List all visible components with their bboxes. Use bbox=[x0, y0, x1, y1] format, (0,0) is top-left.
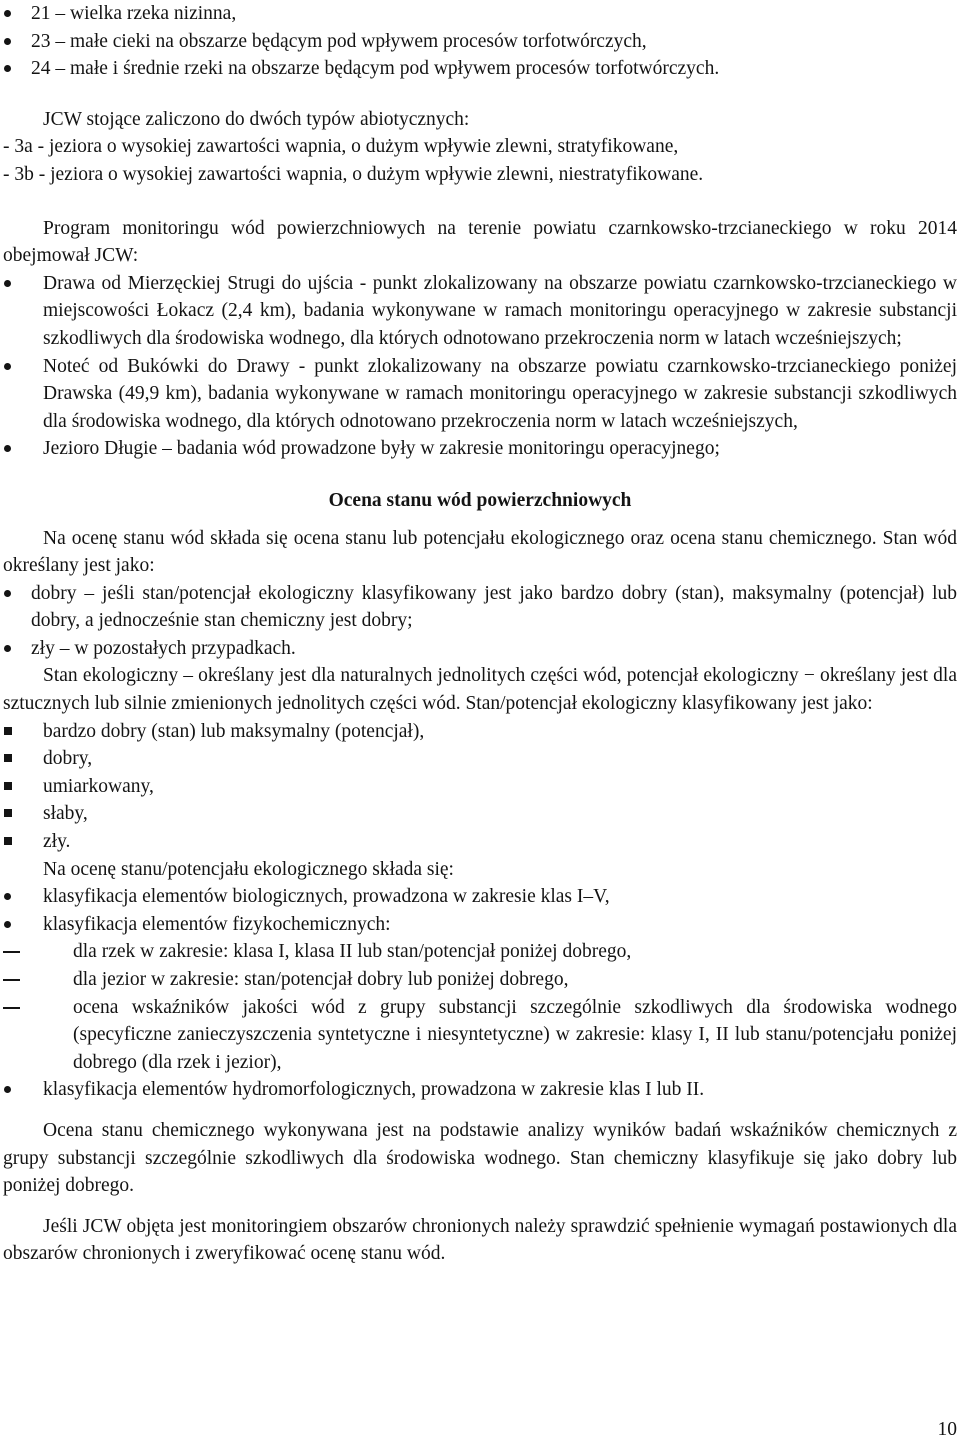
stan-chemiczny-paragraph: Ocena stanu chemicznego wykonywana jest na podstawie analizy wyników badań wskaźników chemicznych z grupy substancji szczególnie szkodliwych dla środowiska wodnego. Stan chemiczny klasyfikuje się jako dobry lub poniżej dobrego. bbox=[3, 1119, 957, 1197]
list-item: Jezioro Długie – badania wód prowadzone były w zakresie monitoringu operacyjnego; bbox=[3, 435, 957, 463]
hydromorph-list bbox=[3, 1076, 957, 1104]
list-item: Drawa od Mierzęckiej Strugi do ujścia - punkt zlokalizowany na obszarze powiatu czarnkowsko-trzcianeckiego w miejscowości Łokacz (2,4 km), badania wykonywane w ramach monitoringu operacyjnego w zakresie substancji szkodliwych dla środowiska wodnego, dla których odnotowano przekroczenia norm w latach wcześniejszych; bbox=[3, 270, 957, 353]
dash-bullet-icon bbox=[3, 951, 20, 953]
river-types-list bbox=[3, 0, 957, 83]
square-bullet-icon bbox=[4, 754, 12, 762]
list-item: 23 – małe cieki na obszarze będącym pod wpływem procesów torfotwórczych, bbox=[3, 28, 957, 56]
section-heading: Ocena stanu wód powierzchniowych bbox=[328, 489, 632, 511]
bullet-icon bbox=[4, 363, 11, 370]
jcw-3a-line: - 3a - jeziora o wysokiej zawartości wapnia, o dużym wpływie zlewni, stratyfikowane, bbox=[3, 136, 679, 158]
program-intro: Program monitoringu wód powierzchniowych na terenie powiatu czarnkowsko-trzcianeckiego w roku 2014 obejmował JCW: bbox=[3, 217, 957, 267]
list-item: 24 – małe i średnie rzeki na obszarze będącym pod wpływem procesów torfotwórczych. bbox=[3, 55, 957, 83]
document-page bbox=[3, 0, 957, 1268]
list-item: zły – w pozostałych przypadkach. bbox=[3, 635, 957, 663]
square-bullet-icon bbox=[4, 809, 12, 817]
obszary-chronione-paragraph: Jeśli JCW objęta jest monitoringiem obszarów chronionych należy sprawdzić spełnienie wymagań postawionych dla obszarów chronionych i zweryfikować ocenę stanu wód. bbox=[3, 1215, 957, 1265]
list-item: dla jezior w zakresie: stan/potencjał dobry lub poniżej dobrego, bbox=[3, 966, 957, 994]
list-item: Noteć od Bukówki do Drawy - punkt zlokalizowany na obszarze powiatu czarnkowsko-trzcianeckiego poniżej Drawska (49,9 km), badania wykonywane w ramach monitoringu operacyjnego w zakresie substancji szkodliwych dla środowiska wodnego, dla których odnotowano przekroczenia norm w latach wcześniejszych, bbox=[3, 353, 957, 436]
classes-list bbox=[3, 718, 957, 856]
jcw-3b-line: - 3b - jeziora o wysokiej zawartości wapnia, o dużym wpływie zlewni, niestratyfikowane. bbox=[3, 163, 704, 185]
list-item: klasyfikacja elementów biologicznych, prowadzona w zakresie klas I–V, bbox=[3, 883, 957, 911]
list-item: słaby, bbox=[3, 800, 957, 828]
page-number: 10 bbox=[937, 1419, 957, 1440]
bullet-icon bbox=[4, 921, 11, 928]
jcw-stojace-intro: JCW stojące zaliczono do dwóch typów abiotycznych: bbox=[43, 108, 470, 130]
dash-bullet-icon bbox=[3, 979, 20, 981]
bullet-icon bbox=[4, 590, 11, 597]
stan-ekologiczny-paragraph: Stan ekologiczny – określany jest dla naturalnych jednolitych części wód, potencjał ekologiczny − określany jest dla sztucznych lub silnie zmienionych jednolitych części wód. Stan/potencjał ekologiczny klasyfikowany jest jako: bbox=[3, 665, 957, 715]
bullet-icon bbox=[4, 893, 11, 900]
bullet-icon bbox=[4, 1086, 11, 1093]
ocena-intro: Na ocenę stanu wód składa się ocena stanu lub potencjału ekologicznego oraz ocena stanu chemicznego. Stan wód określany jest jako: bbox=[3, 527, 957, 577]
square-bullet-icon bbox=[4, 837, 12, 845]
list-item: dla rzek w zakresie: klasa I, klasa II lub stan/potencjał poniżej dobrego, bbox=[3, 938, 957, 966]
list-item: bardzo dobry (stan) lub maksymalny (potencjał), bbox=[3, 718, 957, 746]
bullet-icon bbox=[4, 645, 11, 652]
elements-list bbox=[3, 883, 957, 938]
sklada-intro: Na ocenę stanu/potencjału ekologicznego składa się: bbox=[43, 858, 454, 880]
list-item: klasyfikacja elementów fizykochemicznych: bbox=[3, 911, 957, 939]
bullet-icon bbox=[4, 280, 11, 287]
program-list bbox=[3, 270, 957, 463]
list-item: klasyfikacja elementów hydromorfologicznych, prowadzona w zakresie klas I lub II. bbox=[3, 1076, 957, 1104]
bullet-icon bbox=[4, 445, 11, 452]
list-item: 21 – wielka rzeka nizinna, bbox=[3, 0, 957, 28]
bullet-icon bbox=[4, 38, 11, 45]
bullet-icon bbox=[4, 65, 11, 72]
square-bullet-icon bbox=[4, 727, 12, 735]
list-item: zły. bbox=[3, 828, 957, 856]
stan-list bbox=[3, 580, 957, 663]
list-item: ocena wskaźników jakości wód z grupy substancji szczególnie szkodliwych dla środowiska wodnego (specyficzne zanieczyszczenia syntetyczne i niesyntetyczne) w zakresie: klasy I, II lub stanu/potencjału poniżej dobrego (dla rzek i jezior), bbox=[3, 994, 957, 1077]
list-item: dobry – jeśli stan/potencjał ekologiczny klasyfikowany jest jako bardzo dobry (stan), maksymalny (potencjał) lub dobry, a jednocześnie stan chemiczny jest dobry; bbox=[3, 580, 957, 635]
physchem-sublist bbox=[3, 938, 957, 1076]
list-item: dobry, bbox=[3, 745, 957, 773]
bullet-icon bbox=[4, 10, 11, 17]
dash-bullet-icon bbox=[3, 1007, 20, 1009]
square-bullet-icon bbox=[4, 782, 12, 790]
list-item: umiarkowany, bbox=[3, 773, 957, 801]
